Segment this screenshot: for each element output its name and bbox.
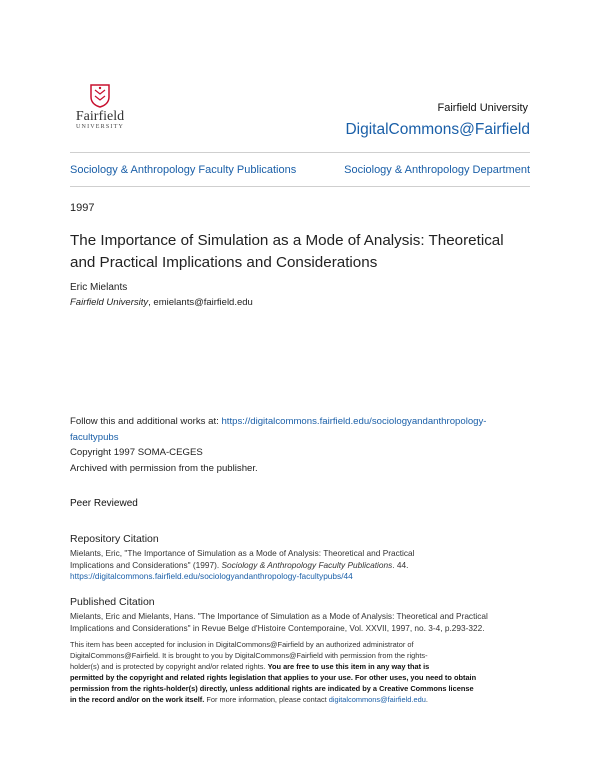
repo-citation-line-1: Mielants, Eric, "The Importance of Simulation as a Mode of Analysis: Theoretical and Practical (70, 548, 415, 558)
copyright-line: Copyright 1997 SOMA-CEGES (70, 447, 203, 458)
notice-line-3a: holder(s) and is protected by copyright and/or related rights. (70, 662, 268, 671)
pub-citation-line-1: Mielants, Eric and Mielants, Hans. "The Importance of Simulation as a Mode of Analysis: Theoretical and Practical (70, 611, 488, 621)
usage-notice (70, 639, 540, 705)
title-line-1: The Importance of Simulation as a Mode of Analysis: Theoretical (70, 232, 504, 249)
repo-citation-line-2 (70, 560, 532, 572)
department-link[interactable]: Sociology & Anthropology Department (344, 164, 530, 176)
follow-url[interactable]: https://digitalcommons.fairfield.edu/sociologyandanthropology- (221, 416, 487, 427)
notice-line-6b: For more information, please contact (204, 695, 329, 704)
fairfield-logo (70, 84, 130, 131)
notice-line-3 (70, 661, 540, 672)
institution-name: Fairfield University (437, 102, 528, 114)
repository-citation (70, 548, 532, 583)
collection-link[interactable]: Sociology & Anthropology Faculty Publications (70, 164, 297, 176)
repo-citation-line-2a: Implications and Considerations" (1997). (70, 559, 222, 570)
repo-citation-line-2c: . 44. (392, 559, 409, 570)
header-divider (70, 152, 530, 153)
repo-citation-series: Sociology & Anthropology Faculty Publications (221, 559, 393, 570)
notice-line-1: This item has been accepted for inclusion in DigitalCommons@Fairfield by an authorized administrator of (70, 640, 414, 649)
follow-prefix: Follow this and additional works at: (70, 416, 222, 427)
contact-email-link[interactable]: digitalcommons@fairfield.edu (328, 695, 426, 704)
notice-line-2: DigitalCommons@Fairfield. It is brought to you by DigitalCommons@Fairfield with permission from the rights- (70, 651, 428, 660)
title-line-2: and Practical Implications and Considerations (70, 254, 378, 271)
article-title (70, 230, 540, 274)
affiliation-name: Fairfield University (70, 297, 149, 308)
author-name: Eric Mielants (70, 282, 128, 293)
follow-block (70, 414, 530, 476)
nav-divider (70, 186, 530, 187)
notice-line-4-bold: permitted by the copyright and related rights legislation that applies to your use. For other uses, you need to obtain (70, 673, 477, 682)
follow-line (70, 414, 530, 430)
publication-year: 1997 (70, 202, 95, 214)
notice-line-6 (70, 694, 540, 705)
author-affiliation (70, 297, 253, 308)
fairfield-seal-icon (89, 84, 111, 108)
notice-line-6d: . (425, 695, 428, 704)
peer-reviewed-label: Peer Reviewed (70, 498, 138, 509)
author-email: , emielants@fairfield.edu (148, 297, 253, 308)
repository-link[interactable]: DigitalCommons@Fairfield (345, 121, 530, 138)
repository-citation-heading: Repository Citation (70, 533, 159, 545)
notice-line-6a: in the record and/or on the work itself. (70, 695, 205, 704)
notice-line-4 (70, 672, 540, 683)
logo-wordmark: Fairfield (75, 109, 125, 124)
archived-line: Archived with permission from the publisher. (70, 462, 258, 474)
published-citation-heading: Published Citation (70, 596, 155, 608)
published-citation (70, 611, 532, 634)
follow-url-continued[interactable]: facultypubs (70, 431, 119, 443)
notice-line-5-bold: permission from the rights-holder(s) directly, unless additional rights are indicated by a Creative Commons license (70, 684, 474, 693)
notice-line-5 (70, 683, 540, 694)
repo-citation-url[interactable]: https://digitalcommons.fairfield.edu/sociologyandanthropology-facultypubs/44 (70, 571, 353, 582)
logo-subtitle: UNIVERSITY (76, 124, 124, 130)
pub-citation-line-2: Implications and Considerations" in Revue Belge d'Histoire Contemporaine, Vol. XXVII, 1997, no. 3-4, p.293-322. (70, 622, 485, 633)
notice-line-3b: You are free to use this item in any way that is (267, 662, 430, 671)
